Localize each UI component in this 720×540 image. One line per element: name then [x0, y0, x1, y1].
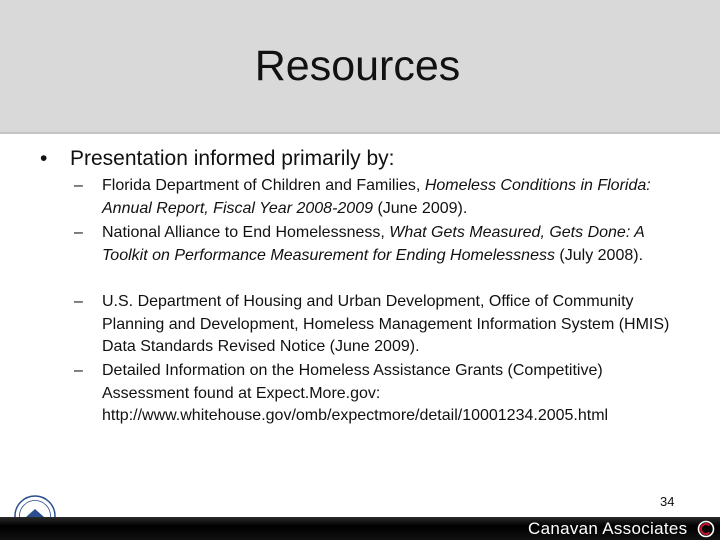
resource-1-title: Homeless Conditions in Florida: Annual Report, Fiscal Year 2008-2009	[102, 177, 651, 217]
resource-2-date: (July 2008).	[554, 246, 644, 264]
dash-marker: –	[74, 293, 83, 310]
resource-item-4	[74, 360, 692, 428]
resource-1-author: Florida Department of Children and Families,	[102, 177, 425, 194]
page-number: 34	[660, 494, 675, 509]
resource-2-title: What Gets Measured, Gets Done: A Toolkit on Performance Measurement for Ending Homelessness	[102, 224, 645, 264]
resource-1-date: (June 2009).	[373, 199, 468, 217]
dash-marker: –	[74, 177, 83, 194]
resource-item-1	[74, 175, 702, 220]
dash-marker: –	[74, 362, 83, 379]
resource-4-text: Detailed Information on the Homeless Assistance Grants (Competitive) Assessment found at Expect.More.gov: http://www.whitehouse.gov/omb/expectmore/detail/10001234.2005.html	[102, 362, 609, 424]
dash-marker: –	[74, 224, 83, 241]
resource-item-2	[74, 222, 662, 267]
footer-brand: Canavan Associates	[528, 519, 688, 538]
bullet-marker: •	[40, 147, 48, 170]
resource-item-3	[74, 291, 692, 359]
canavan-logo-icon	[697, 520, 715, 538]
slide-title: Resources	[254, 42, 461, 90]
resource-2-author: National Alliance to End Homelessness,	[102, 224, 390, 241]
main-bullet-text: Presentation informed primarily by:	[70, 147, 395, 170]
resource-3-text: U.S. Department of Housing and Urban Development, Office of Community Planning and Development, Homeless Management Information System (HMIS) Data Standards Revised Notice (June 2009).	[102, 293, 670, 355]
